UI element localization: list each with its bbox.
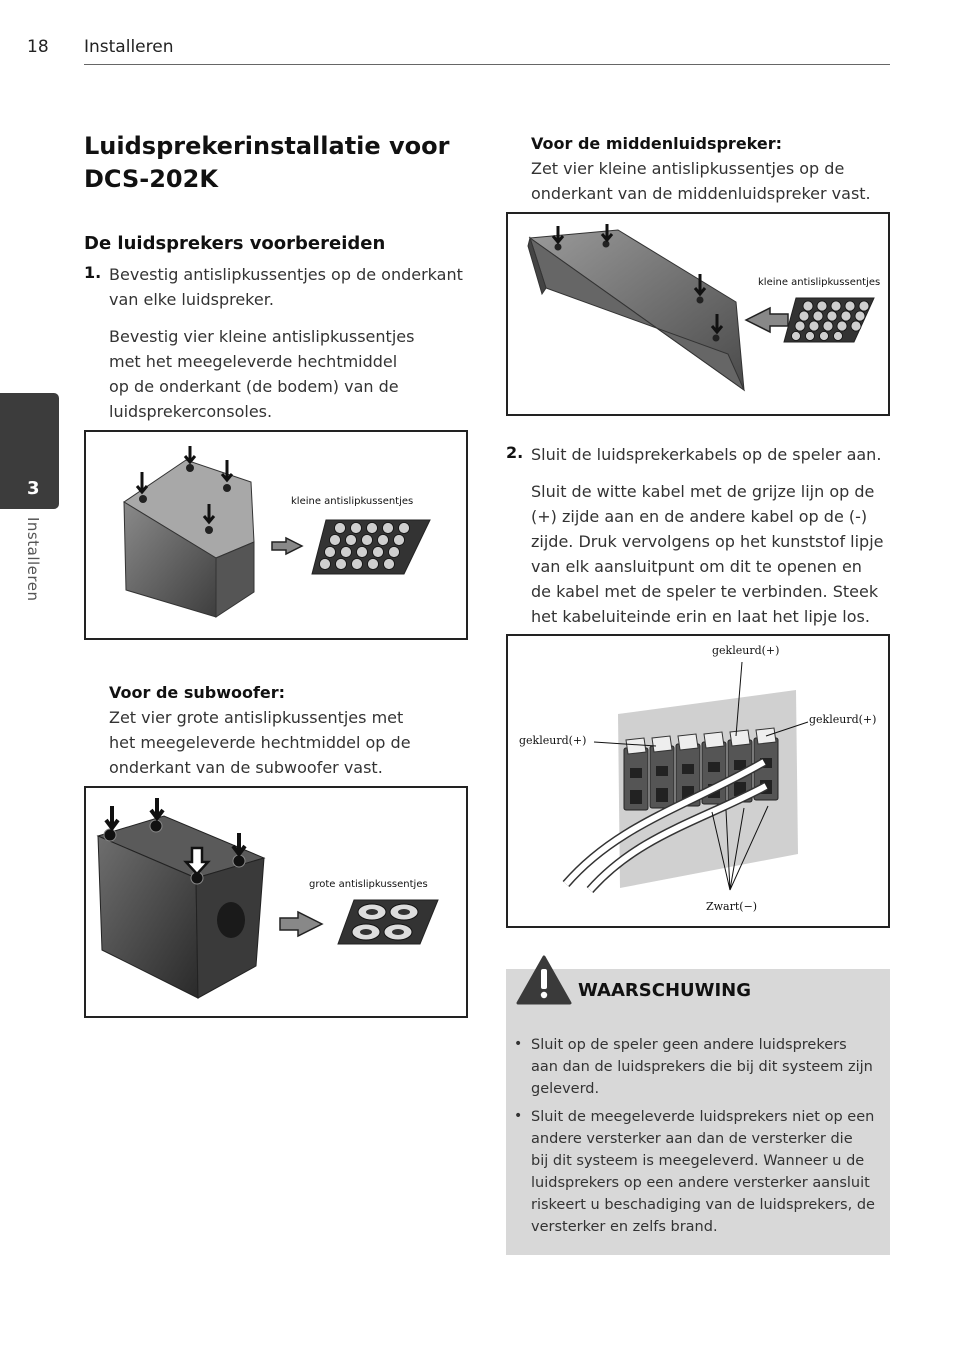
step1-line: van elke luidspreker.: [109, 290, 274, 309]
step1-number: 1.: [84, 263, 102, 282]
warning-line: andere versterker aan dan de versterker die: [531, 1131, 853, 1147]
center-speaker-illustration: [508, 214, 888, 414]
bullet-icon: •: [514, 1036, 523, 1052]
warning-icon: [516, 955, 572, 1007]
paragraph-line: op de onderkant (de bodem) van de: [109, 377, 399, 396]
paragraph-line: zijde. Druk vervolgens op het kunststof lipje: [531, 532, 884, 551]
center-speaker-section: [531, 131, 891, 206]
label-positive-top: gekleurd(+): [712, 644, 780, 657]
page-title-line2: DCS-202K: [84, 165, 218, 193]
warning-line: versterker en zelfs brand.: [531, 1219, 718, 1235]
figure-subwoofer: [84, 786, 468, 1018]
warning-item: [531, 1034, 881, 1100]
warning-line: Sluit op de speler geen andere luidsprekers: [531, 1037, 847, 1053]
step1-text: [109, 262, 479, 312]
figure-speaker-terminals: [506, 634, 890, 928]
subwoofer-section: [109, 680, 479, 780]
paragraph-line: Bevestig vier kleine antislipkussentjes: [109, 327, 415, 346]
paragraph-line: Zet vier grote antislipkussentjes met: [109, 708, 404, 727]
warning-line: luidsprekers op een andere versterker aansluit: [531, 1175, 870, 1191]
paragraph-line: Sluit de witte kabel met de grijze lijn op de: [531, 482, 875, 501]
figure-label: kleine antislipkussentjes: [291, 496, 414, 507]
chapter-number: 3: [27, 478, 40, 499]
step1-paragraph: [109, 324, 479, 424]
page-number: 18: [27, 37, 49, 57]
section-heading: De luidsprekers voorbereiden: [84, 233, 386, 254]
subwoofer-heading: Voor de subwoofer:: [109, 683, 286, 702]
paragraph-line: Zet vier kleine antislipkussentjes op de: [531, 159, 845, 178]
bullet-icon: •: [514, 1108, 523, 1124]
paragraph-line: met het meegeleverde hechtmiddel: [109, 352, 398, 371]
step2-number: 2.: [506, 443, 524, 462]
figure-front-speaker: [84, 430, 468, 640]
page-title-line1: Luidsprekerinstallatie voor: [84, 132, 450, 160]
paragraph-line: het meegeleverde hechtmiddel op de: [109, 733, 411, 752]
paragraph-line: het kabeluiteinde erin en laat het lipje los.: [531, 607, 870, 626]
paragraph-line: van elk aansluitpunt om dit te openen en: [531, 557, 862, 576]
step2-paragraph: [531, 479, 891, 629]
figure-center-speaker: [506, 212, 890, 416]
label-positive-left: gekleurd(+): [519, 734, 587, 747]
step1-line: Bevestig antislipkussentjes op de onderkant: [109, 265, 463, 284]
paragraph-line: luidsprekerconsoles.: [109, 402, 273, 421]
label-positive-right: gekleurd(+): [809, 713, 877, 726]
warning-line: bij dit systeem is meegeleverd. Wanneer u de: [531, 1153, 865, 1169]
paragraph-line: de kabel met de speler te verbinden. Steek: [531, 582, 879, 601]
warning-line: geleverd.: [531, 1081, 600, 1097]
terminals-illustration: [508, 636, 888, 926]
figure-label: grote antislipkussentjes: [309, 879, 428, 890]
header-rule: [84, 64, 890, 65]
paragraph-line: (+) zijde aan en de andere kabel op de (-): [531, 507, 868, 526]
figure-label: kleine antislipkussentjes: [758, 277, 881, 288]
subwoofer-illustration: [86, 788, 466, 1016]
step2-text: Sluit de luidsprekerkabels op de speler aan.: [531, 445, 882, 464]
front-speaker-illustration: [86, 432, 466, 638]
warning-title: WAARSCHUWING: [578, 980, 752, 1001]
chapter-label: Installeren: [24, 517, 42, 602]
paragraph-line: onderkant van de middenluidspreker vast.: [531, 184, 871, 203]
label-negative: Zwart(−): [706, 900, 758, 913]
warning-line: Sluit de meegeleverde luidsprekers niet op een: [531, 1109, 875, 1125]
page-title: [84, 130, 484, 196]
warning-line: aan dan de luidsprekers die bij dit systeem zijn: [531, 1059, 873, 1075]
paragraph-line: onderkant van de subwoofer vast.: [109, 758, 383, 777]
header-section: Installeren: [84, 37, 174, 57]
warning-item: [531, 1106, 881, 1238]
center-heading: Voor de middenluidspreker:: [531, 134, 783, 153]
warning-line: riskeert u beschadiging van de luidsprekers, de: [531, 1197, 875, 1213]
